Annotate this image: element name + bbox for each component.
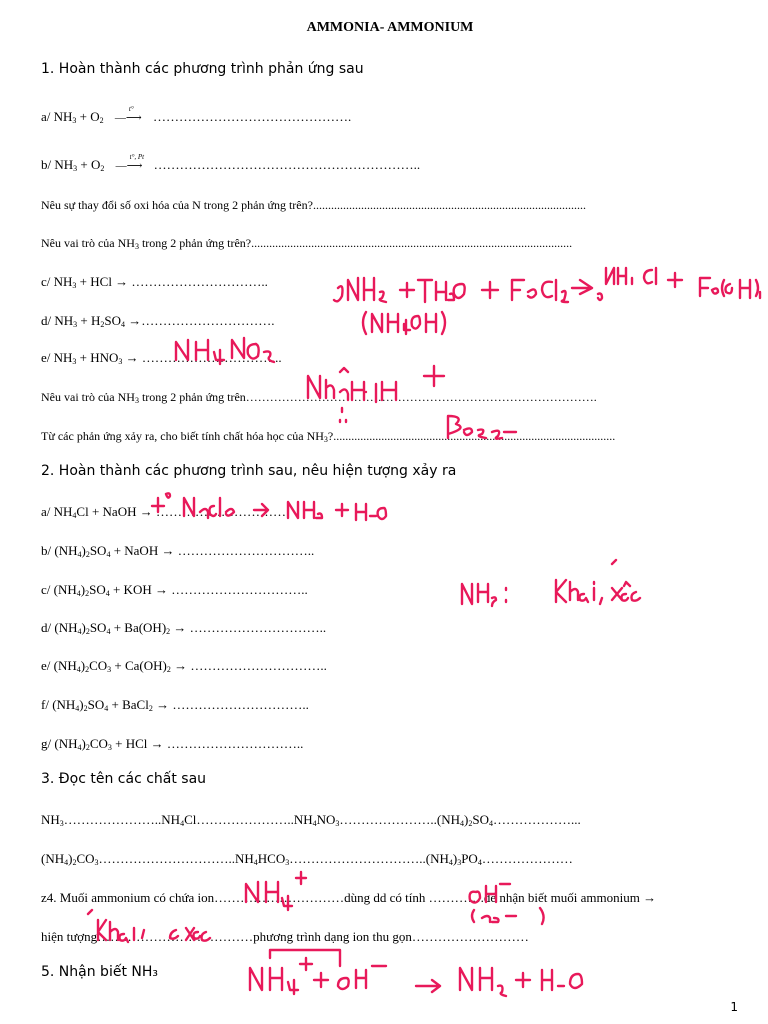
- eq-2c: c/ $(NH_4)_2SO_4$ + KOH → …………………………..: [41, 582, 308, 598]
- eq-1e: e/ $NH_3 + HNO_3$ → …………………………...: [41, 350, 282, 366]
- section-5-heading: 5. Nhận biết NH₃: [41, 964, 158, 980]
- question-role-1: Nêu vai trò của $NH_3$ trong 2 phản ứng trên?...........................................................................................................: [41, 236, 573, 251]
- ink-nh3-khai-xoc: [462, 560, 640, 606]
- eq-2d: d/ $(NH_4)_2SO_4 + Ba(OH)_2$ → …………………………..: [41, 620, 327, 636]
- heat-arrow-icon: —⟶ t°: [114, 105, 142, 124]
- question-properties: Từ các phản ứng xảy ra, cho biết tính chất hóa học của $NH_3$?..............................................................................................: [41, 429, 616, 444]
- catalyst-arrow-icon: —⟶ t°, Pt: [115, 153, 145, 172]
- question-oxidation: Nêu sự thay đổi số oxi hóa của N trong 2 phản ứng trên?...........................................................................................: [41, 198, 586, 212]
- eq-1b: b/ $NH_3 + O_2$ —⟶ t°, Pt ……………………………………………………..: [41, 153, 421, 173]
- page-title: AMMONIA- AMMONIUM: [306, 20, 474, 35]
- ink-eq-fecl3: [334, 268, 760, 302]
- section-2-heading: 2. Hoàn thành các phương trình sau, nêu hiện tượng xảy ra: [41, 463, 457, 479]
- names-row-1: $NH_3\dots\dots\dots\dots\dots\dots\dots..NH_4Cl\dots\dots\dots\dots\dots\dots\dots..NH_4NO_3\dots\dots\dots\dots\dots\dots\dots..(NH_4)_2SO_4\dots\dots\dots\dots\dots\dots$...: [41, 812, 581, 828]
- eq-2g: g/ $(NH_4)_2CO_3$ + HCl → …………………………..: [41, 736, 304, 752]
- page-number: 1: [730, 1000, 738, 1014]
- question-role-2: Nêu vai trò của $NH_3$ trong 2 phản ứng trên…………………………………………………………………………….: [41, 390, 597, 405]
- eq-2a: a/ $NH_4Cl$ + NaOH → …………………………: [41, 504, 286, 520]
- eq-1a: a/ $NH_3 + O_2$ —⟶ t° ……………………………………….: [41, 105, 352, 125]
- eq-1d: d/ $NH_3 + H_2SO_4$ →………………………….: [41, 313, 275, 329]
- section-4-line-1: z4. Muối ammonium có chứa ion…………………………dùng dd có tính ………….để nhận biết muối ammonium →: [41, 890, 657, 905]
- eq-2f: f/ $(NH_4)_2SO_4$ + BaCl$_2$ → …………………………..: [41, 697, 309, 713]
- eq-2b: b/ $(NH_4)_2SO_4$ + NaOH → …………………………..: [41, 543, 315, 559]
- eq-1c: c/ $NH_3$ + HCl → …………………………..: [41, 274, 268, 290]
- ink-eq-section5: [250, 950, 582, 996]
- ink-dots-q: [340, 420, 346, 422]
- names-row-2: $(NH_4)_2CO_3\dots\dots\dots\dots\dots\dots\dots\dots\dots\dots..NH_4HCO_3\dots\dots\dots\dots\dots\dots\dots\dots\dots\dots..(NH_4)_3PO_4\dots\dots\dots\dots\dots\dots\dots$: [41, 851, 573, 867]
- eq-2e: e/ $(NH_4)_2CO_3 + Ca(OH)_2$ → …………………………..: [41, 658, 327, 674]
- section-1-heading: 1. Hoàn thành các phương trình phản ứng sau: [41, 61, 364, 77]
- ink-nh4oh: [363, 312, 445, 334]
- section-3-heading: 3. Đọc tên các chất sau: [41, 771, 207, 787]
- section-4-line-2: hiện tượng………………………………phương trình dạng ion thu gọn………………………: [41, 929, 529, 944]
